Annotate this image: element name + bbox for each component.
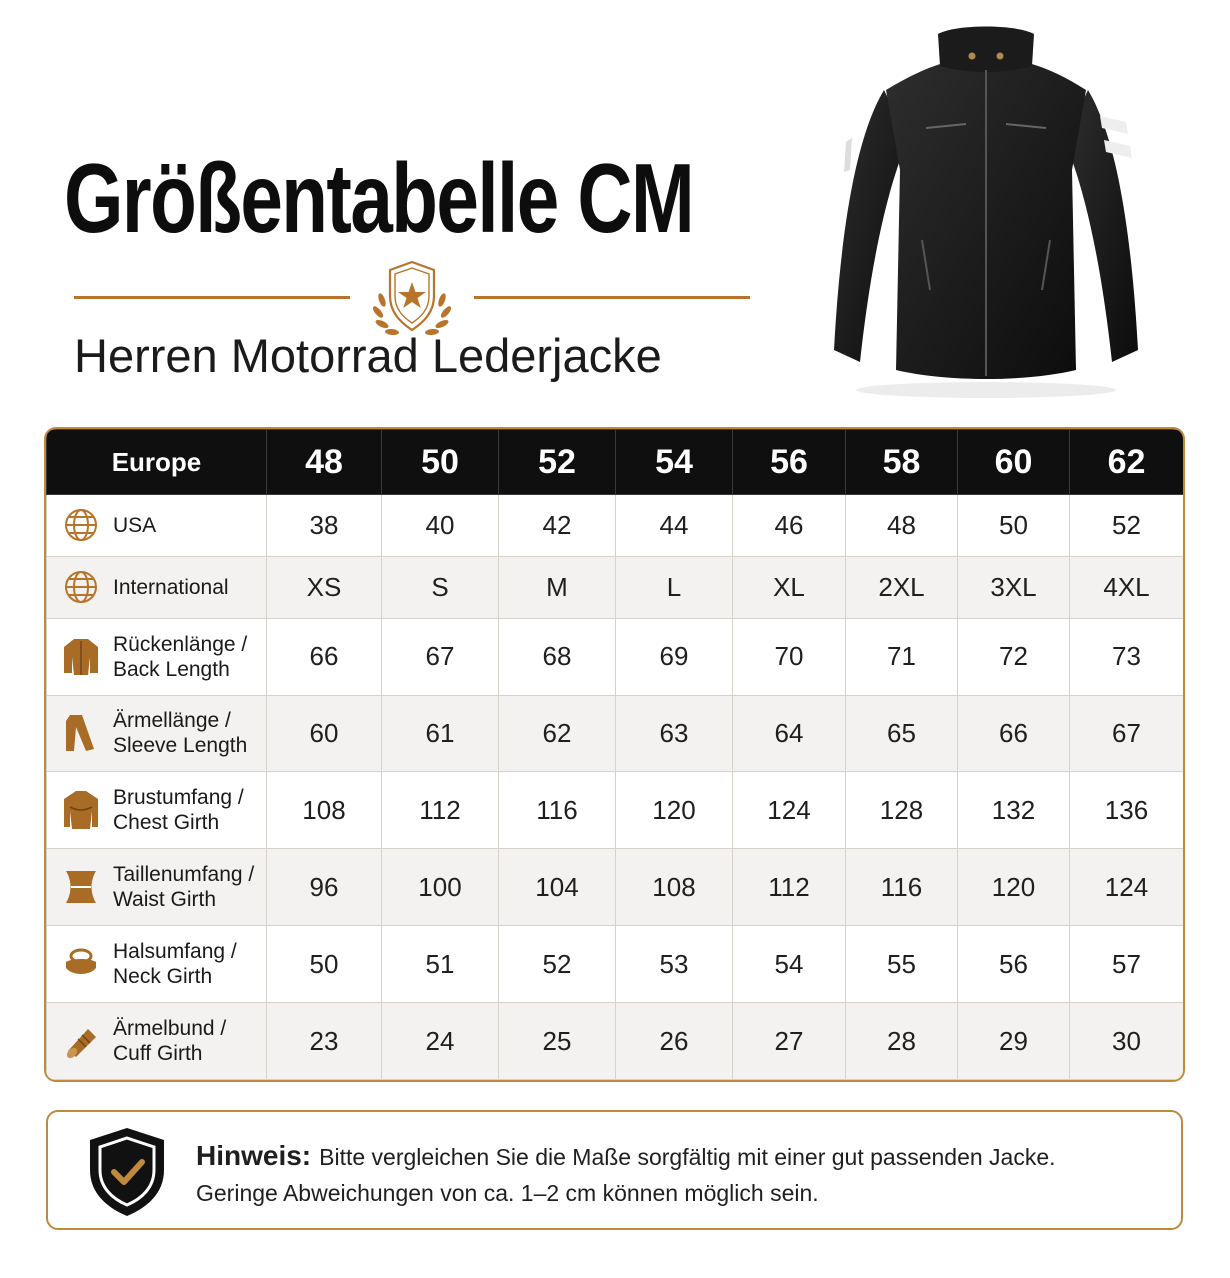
row-label-line2: Chest Girth	[113, 811, 220, 835]
table-cell: 71	[846, 618, 958, 695]
table-cell: 23	[267, 1003, 382, 1080]
table-cell: 68	[499, 618, 616, 695]
divider-left	[74, 296, 350, 299]
row-label	[47, 695, 267, 772]
table-row	[47, 556, 1184, 618]
table-cell: XL	[733, 556, 846, 618]
table-row	[47, 772, 1184, 849]
table-cell: 50	[958, 495, 1070, 557]
row-label	[47, 849, 267, 926]
table-cell: 26	[616, 1003, 733, 1080]
row-label	[47, 556, 267, 618]
table-cell: 50	[267, 926, 382, 1003]
row-label-line1: Rückenlänge /	[113, 632, 248, 656]
table-cell: 53	[616, 926, 733, 1003]
column-header-size: 54	[616, 430, 733, 495]
table-cell: 51	[382, 926, 499, 1003]
row-label-line1: Ärmellänge /	[113, 709, 231, 733]
cuff-icon	[61, 1021, 101, 1061]
table-cell: 96	[267, 849, 382, 926]
row-label-line1: Brustumfang /	[113, 786, 244, 810]
table-cell: 69	[616, 618, 733, 695]
shield-check-icon	[84, 1124, 170, 1220]
column-header-europe: Europe	[47, 430, 267, 495]
table-cell: 116	[846, 849, 958, 926]
table-cell: 66	[958, 695, 1070, 772]
column-header-size: 56	[733, 430, 846, 495]
table-cell: 60	[267, 695, 382, 772]
table-cell: 67	[1070, 695, 1184, 772]
row-label-line2: Sleeve Length	[113, 734, 248, 758]
table-cell: 120	[958, 849, 1070, 926]
table-row	[47, 618, 1184, 695]
row-label	[47, 495, 267, 557]
column-header-size: 58	[846, 430, 958, 495]
table-cell: 65	[846, 695, 958, 772]
page-title: Größentabelle CM	[64, 143, 694, 253]
table-row	[47, 849, 1184, 926]
column-header-size: 48	[267, 430, 382, 495]
table-cell: 63	[616, 695, 733, 772]
globe-icon	[61, 567, 101, 607]
table-cell: 100	[382, 849, 499, 926]
table-cell: 61	[382, 695, 499, 772]
row-label	[47, 772, 267, 849]
table-cell: 136	[1070, 772, 1184, 849]
table-cell: 64	[733, 695, 846, 772]
table-cell: 67	[382, 618, 499, 695]
table-cell: 73	[1070, 618, 1184, 695]
table-cell: L	[616, 556, 733, 618]
row-label-line2: Waist Girth	[113, 888, 217, 912]
neck-icon	[61, 944, 101, 984]
table-cell: 52	[499, 926, 616, 1003]
table-cell: 120	[616, 772, 733, 849]
row-label-line1: International	[113, 575, 229, 599]
note-box	[46, 1110, 1183, 1230]
table-cell: 54	[733, 926, 846, 1003]
table-cell: 42	[499, 495, 616, 557]
table-cell: 25	[499, 1003, 616, 1080]
page-subtitle: Herren Motorrad Lederjacke	[74, 329, 662, 382]
row-label-line2: Neck Girth	[113, 965, 213, 989]
table-cell: 62	[499, 695, 616, 772]
table-cell: 55	[846, 926, 958, 1003]
table-cell: 124	[1070, 849, 1184, 926]
table-cell: 44	[616, 495, 733, 557]
note-heading: Hinweis:	[196, 1140, 312, 1171]
table-cell: 27	[733, 1003, 846, 1080]
chest-icon	[61, 790, 101, 830]
table-cell: 104	[499, 849, 616, 926]
size-chart-table	[44, 427, 1185, 1082]
table-cell: 24	[382, 1003, 499, 1080]
table-cell: 2XL	[846, 556, 958, 618]
column-header-size: 52	[499, 430, 616, 495]
table-cell: M	[499, 556, 616, 618]
table-cell: 112	[733, 849, 846, 926]
table-cell: 112	[382, 772, 499, 849]
table-row	[47, 695, 1184, 772]
table-header-row	[47, 430, 1184, 495]
waist-icon	[61, 867, 101, 907]
row-label-line2: Cuff Girth	[113, 1042, 203, 1066]
table-cell: 70	[733, 618, 846, 695]
row-label-line2: Back Length	[113, 657, 230, 681]
row-label-line1: Taillenumfang /	[113, 863, 255, 887]
note-line2: Geringe Abweichungen von ca. 1–2 cm können möglich sein.	[196, 1180, 819, 1206]
table-cell: 56	[958, 926, 1070, 1003]
table-cell: 108	[616, 849, 733, 926]
table-row	[47, 495, 1184, 557]
table-cell: 132	[958, 772, 1070, 849]
note-line1: Bitte vergleichen Sie die Maße sorgfältig mit einer gut passenden Jacke.	[319, 1144, 1056, 1170]
row-label	[47, 926, 267, 1003]
leather-jacket-image	[826, 20, 1146, 404]
table-cell: 57	[1070, 926, 1184, 1003]
divider-right	[474, 296, 750, 299]
table-cell: S	[382, 556, 499, 618]
table-cell: 30	[1070, 1003, 1184, 1080]
table-cell: 40	[382, 495, 499, 557]
globe-icon	[61, 505, 101, 545]
row-label	[47, 618, 267, 695]
table-cell: 66	[267, 618, 382, 695]
table-cell: 108	[267, 772, 382, 849]
table-cell: 46	[733, 495, 846, 557]
column-header-size: 60	[958, 430, 1070, 495]
table-cell: 124	[733, 772, 846, 849]
table-row	[47, 1003, 1184, 1080]
row-label-line1: USA	[113, 513, 157, 537]
row-label	[47, 1003, 267, 1080]
table-cell: 52	[1070, 495, 1184, 557]
table-cell: 48	[846, 495, 958, 557]
table-cell: 3XL	[958, 556, 1070, 618]
table-cell: 4XL	[1070, 556, 1184, 618]
jacket-back-icon	[61, 637, 101, 677]
table-cell: 38	[267, 495, 382, 557]
sleeve-icon	[61, 713, 101, 753]
table-cell: 28	[846, 1003, 958, 1080]
table-row	[47, 926, 1184, 1003]
table-cell: 128	[846, 772, 958, 849]
column-header-size: 50	[382, 430, 499, 495]
table-cell: 116	[499, 772, 616, 849]
row-label-line1: Ärmelbund /	[113, 1017, 227, 1041]
row-label-line1: Halsumfang /	[113, 940, 237, 964]
table-cell: 29	[958, 1003, 1070, 1080]
table-cell: 72	[958, 618, 1070, 695]
table-cell: XS	[267, 556, 382, 618]
column-header-size: 62	[1070, 430, 1184, 495]
